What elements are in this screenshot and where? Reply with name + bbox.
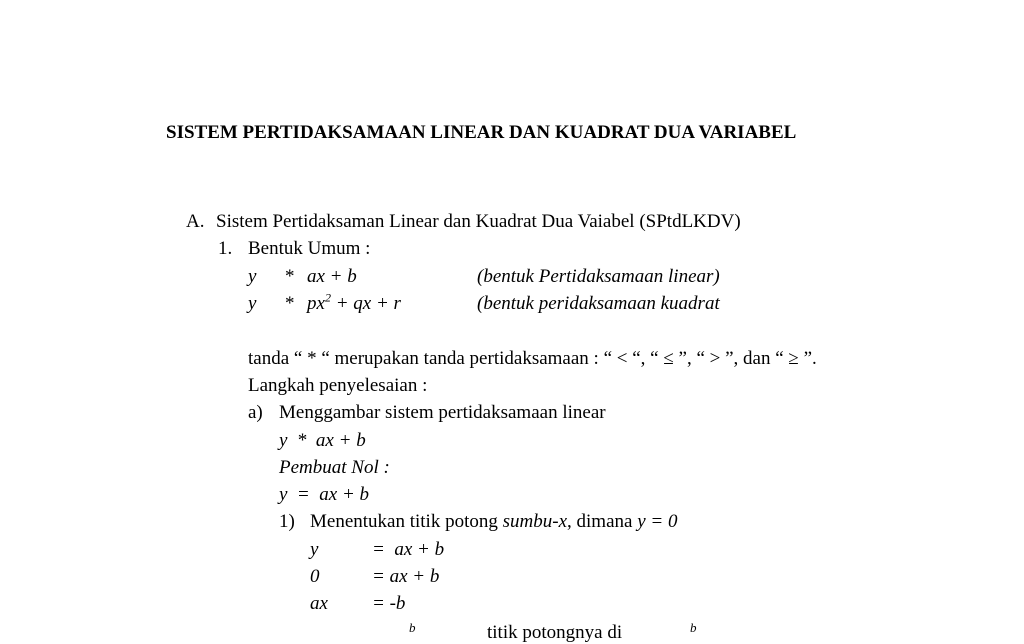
substep1-text-pre: Menentukan titik potong	[310, 511, 503, 532]
step-a-heading: Menggambar sistem pertidaksamaan linear	[279, 402, 606, 423]
substep1-text-mid: , dimana	[567, 511, 638, 532]
form1-y: y	[248, 266, 257, 287]
section-a-heading: Sistem Pertidaksaman Linear dan Kuadrat Dua Vaiabel (SPtdLKDV)	[216, 211, 741, 232]
tanda-text: tanda “ * “ merupakan tanda pertidaksamaan : “ < “, “ ≤ ”, “ > ”, dan “ ≥ ”.	[248, 348, 817, 369]
form1-expr: ax + b	[307, 266, 357, 287]
partial-frac-numerator: b	[409, 620, 416, 635]
eq-row-2-right: = ax + b	[372, 566, 440, 587]
partial-frac-numerator-2: b	[690, 620, 697, 635]
form2-expr-sup: 2	[324, 290, 331, 305]
substep1-text	[310, 511, 677, 533]
item1-heading: Bentuk Umum :	[248, 238, 371, 259]
page-title: SISTEM PERTIDAKSAMAAN LINEAR DAN KUADRAT DUA VARIABEL	[166, 122, 797, 143]
substep1-text-eq: y = 0	[637, 511, 678, 532]
section-a-marker: A.	[186, 211, 205, 232]
form1-star: *	[285, 266, 295, 287]
eq-row-2-left: 0	[310, 566, 320, 587]
form2-star: *	[285, 293, 295, 314]
step-a-eq1: y * ax + b	[279, 430, 366, 451]
form1-note: (bentuk Pertidaksamaan linear)	[477, 266, 720, 287]
eq-row-3-left: ax	[310, 593, 328, 614]
partial-line-text: titik potongnya di	[487, 622, 623, 643]
step-a-marker: a)	[248, 402, 263, 423]
form2-expr-pre: px	[307, 293, 325, 314]
form2-expr	[307, 290, 401, 315]
pembuat-nol-label: Pembuat Nol :	[279, 457, 390, 478]
item1-marker: 1.	[218, 238, 233, 259]
form2-expr-post: + qx + r	[330, 293, 401, 314]
step-a-eq2: y = ax + b	[279, 484, 370, 505]
eq-row-1-left: y	[310, 539, 319, 560]
eq-row-1-right: = ax + b	[372, 539, 445, 560]
langkah-text: Langkah penyelesaian :	[248, 375, 428, 396]
eq-row-3-right: = -b	[372, 593, 406, 614]
form2-note: (bentuk peridaksamaan kuadrat	[477, 293, 720, 314]
form2-y: y	[248, 293, 257, 314]
substep1-marker: 1)	[279, 511, 295, 532]
substep1-text-it: sumbu-x	[502, 511, 568, 532]
